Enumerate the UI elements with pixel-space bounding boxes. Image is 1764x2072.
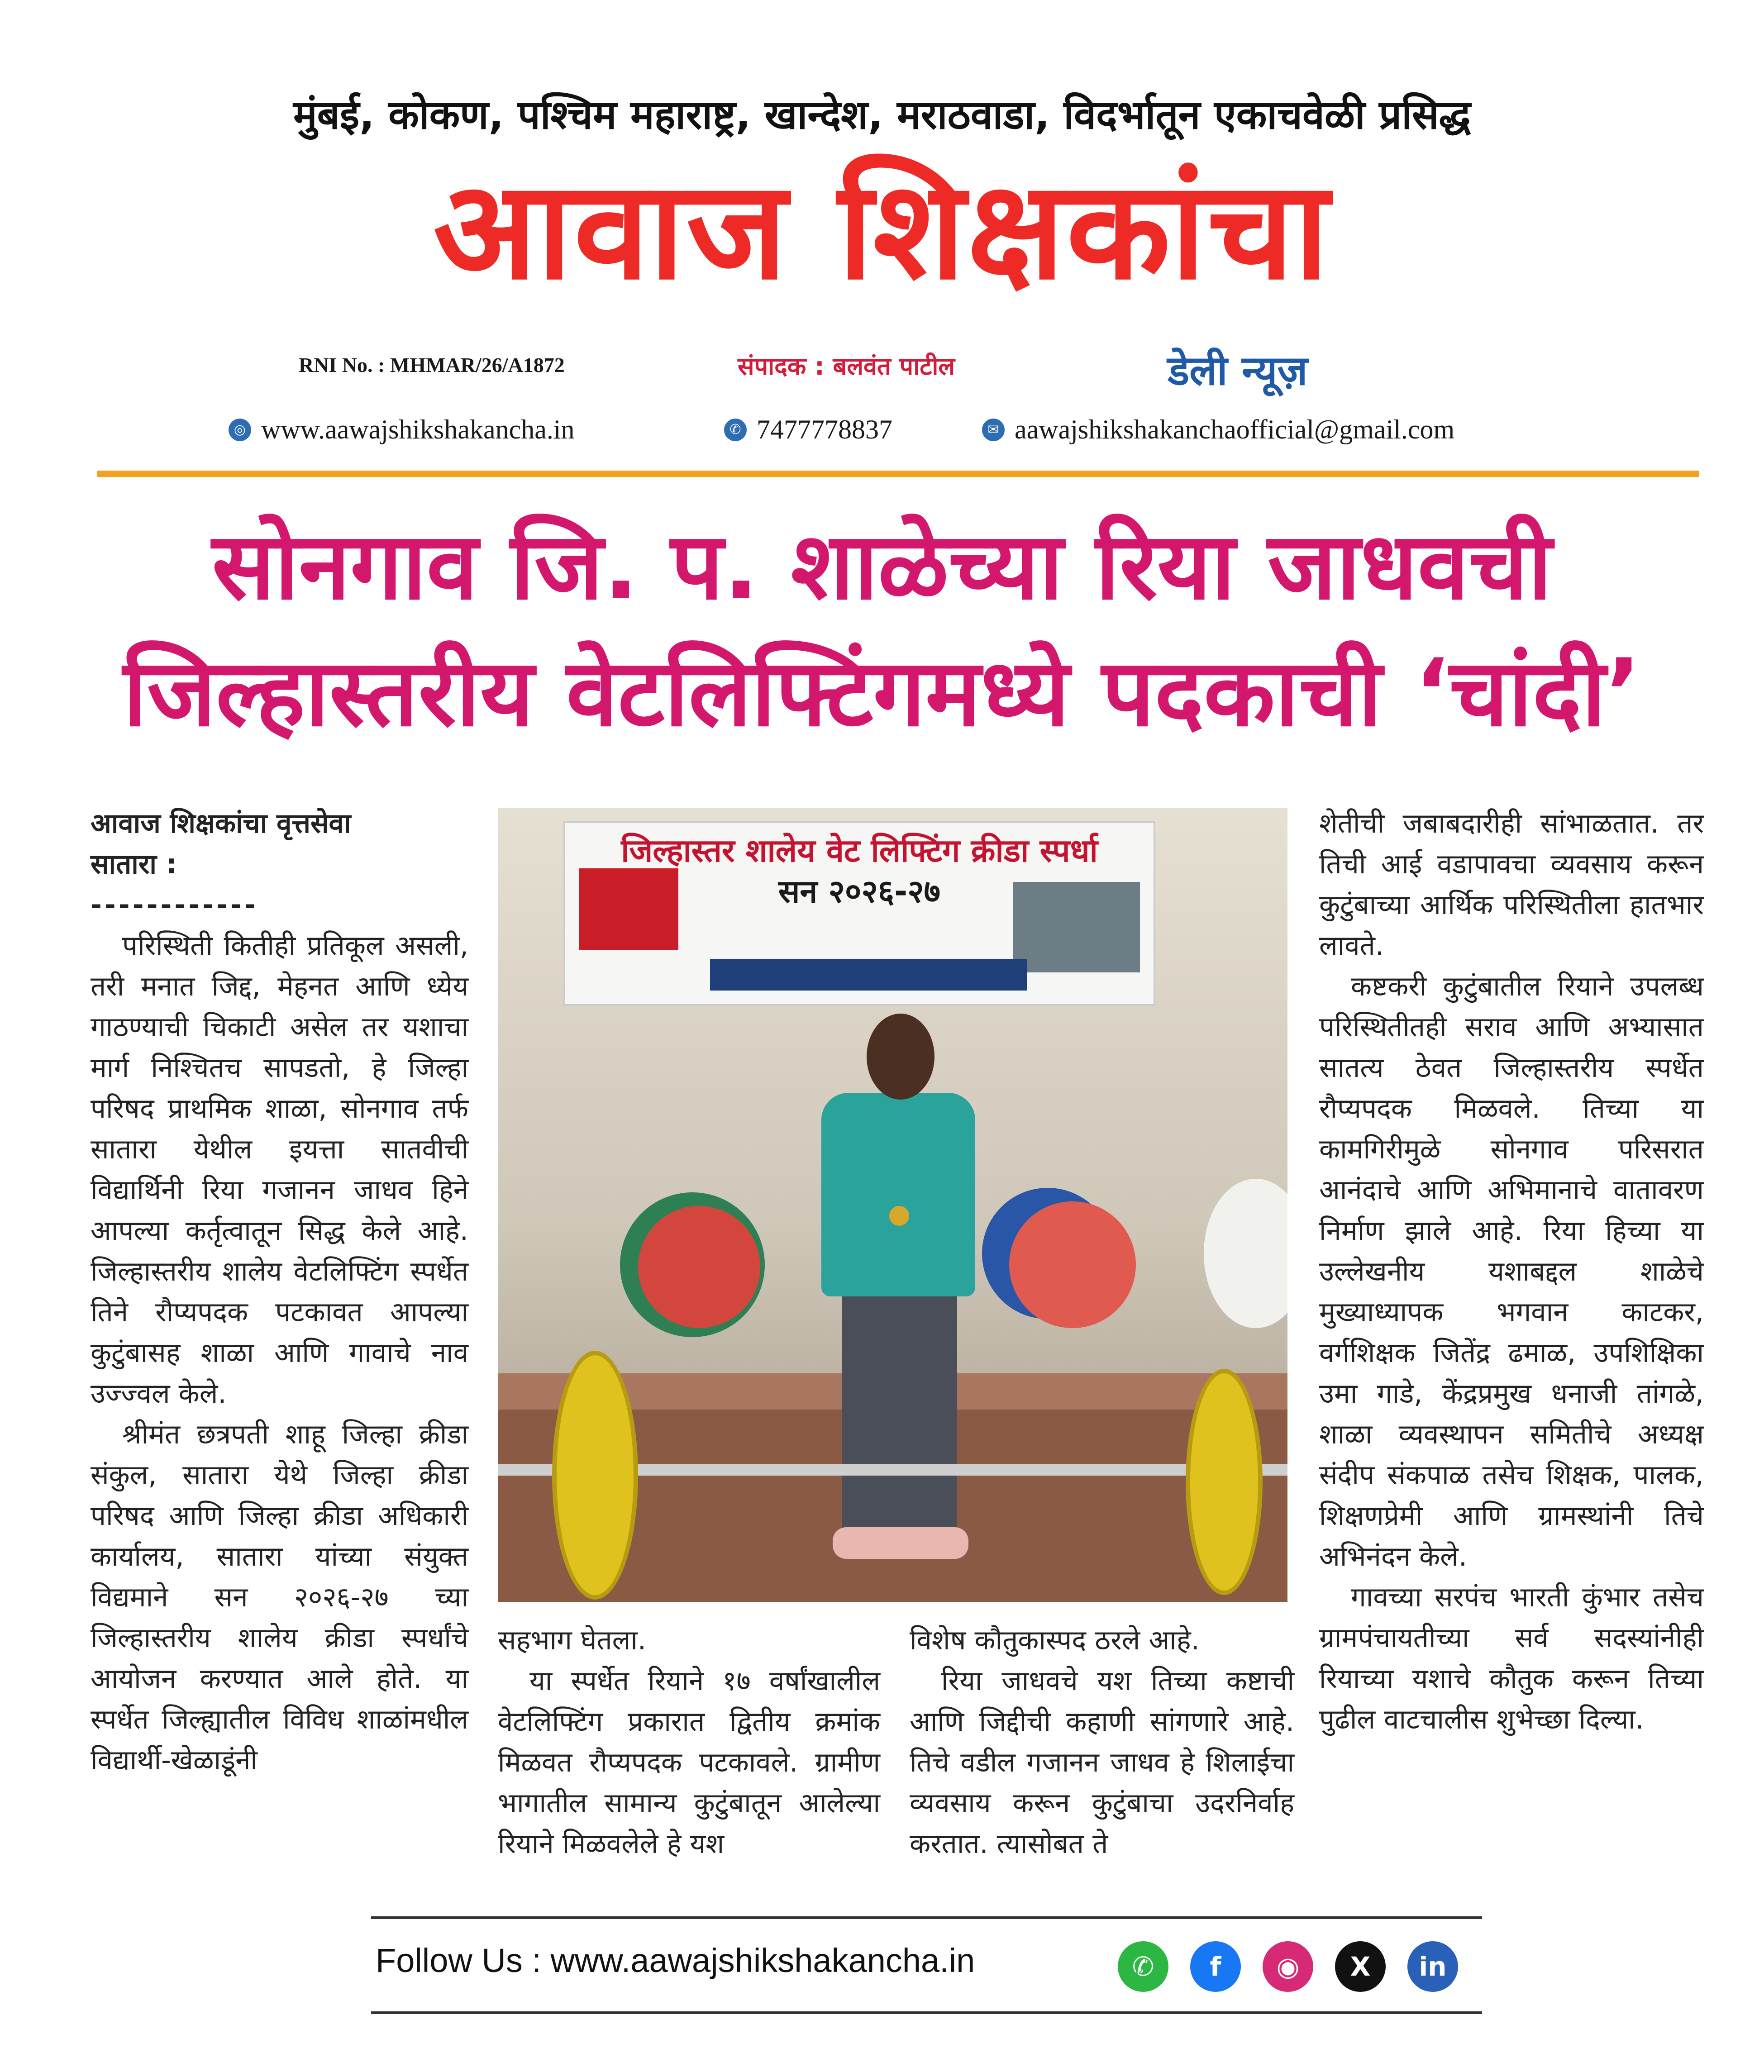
article-column-4 <box>1319 803 1704 1740</box>
article-column-1 <box>91 803 468 1781</box>
email-text[interactable]: aawajshikshakanchaofficial@gmail.com <box>1015 414 1455 444</box>
x-icon[interactable]: X <box>1335 1941 1386 1992</box>
contact-website[interactable] <box>229 414 575 445</box>
phone-icon: ✆ <box>724 419 747 441</box>
website-text[interactable]: www.aawajshikshakancha.in <box>261 414 575 444</box>
athlete-head <box>867 1014 934 1100</box>
contact-phone[interactable] <box>724 414 892 445</box>
athlete-shirt <box>821 1093 975 1296</box>
follow-us-text[interactable]: Follow Us : www.aawajshikshakancha.in <box>376 1942 975 1979</box>
paragraph: कष्टकरी कुटुंबातील रियाने उपलब्ध परिस्थितीतही सराव आणि अभ्यासात सातत्य ठेवत जिल्हास्तरीय स्पर्धेत रौप्यपदक मिळवले. तिच्या या कामगिरीमुळे सोनगाव परिसरात आनंदाचे आणि अभिमानाचे वातावरण निर्माण झाले आहे. रिया हिच्या या उल्लेखनीय यशाबद्दल शाळेचे मुख्याध्यापक भगवान काटकर, वर्गशिक्षक जितेंद्र ढमाळ, उपशिक्षिका उमा गाडे, केंद्रप्रमुख धनाजी तांगळे, शाळा व्यवस्थापन समितीचे अध्यक्ष संदीप संकपाळ तसेच शिक्षक, पालक, शिक्षणप्रेमी आणि ग्रामस्थांनी तिचे अभिनंदन केले. <box>1319 971 1704 1572</box>
masthead-title: आवाज शिक्षकांचा <box>433 152 1331 310</box>
barbell-plate-right <box>1186 1369 1263 1595</box>
byline-place: सातारा : <box>91 848 177 880</box>
header-divider <box>97 471 1699 477</box>
article-column-3 <box>910 1620 1294 1864</box>
article-column-2 <box>498 1620 880 1864</box>
paragraph: गावच्या सरपंच भारती कुंभार तसेच ग्रामपंचायतीच्या सर्व सदस्यांनीही रियाच्या यशाचे कौतुक करून तिच्या पुढील वाटचालीस शुभेच्छा दिल्या. <box>1319 1581 1704 1735</box>
linkedin-icon[interactable]: in <box>1407 1941 1458 1992</box>
paragraph: शेतीची जबाबदारीही सांभाळतात. तर तिची आई वडापावचा व्यवसाय करून कुटुंबाच्या आर्थिक परिस्थितीला हातभार लावते. <box>1319 808 1704 962</box>
mail-icon: ✉ <box>982 419 1005 441</box>
banner-strip <box>710 959 1027 991</box>
paragraph: या स्पर्धेत रियाने १७ वर्षांखालील वेटलिफ्टिंग प्रकारात द्वितीय क्रमांक मिळवत रौप्यपदक पटकावले. ग्रामीण भागातील सामान्य कुटुंबातून आलेल्या रियाने मिळवलेले हे यश <box>498 1665 880 1860</box>
paragraph: रिया जाधवचे यश तिच्या कष्टाची आणि जिद्दीची कहाणी सांगणारे आहे. तिचे वडील गजानन जाधव हे शिलाईचा व्यवसाय करून कुटुंबाचा उदरनिर्वाह करतात. त्यासोबत ते <box>910 1665 1294 1860</box>
phone-text[interactable]: 7477778837 <box>757 414 892 444</box>
footer-divider-top <box>371 1916 1482 1919</box>
headline-line-2: जिल्हास्तरीय वेटलिफ्टिंगमध्ये पदकाची ‘चांदी’ <box>123 639 1641 747</box>
paragraph: परिस्थिती कितीही प्रतिकूल असली, तरी मनात जिद्द, मेहनत आणि ध्येय गाठण्याची चिकाटी असेल तर यशाचा मार्ग निश्चितच सापडतो, हे जिल्हा परिषद प्राथमिक शाळा, सोनगाव तर्फ सातारा येथील इयत्ता सातवीची विद्यार्थिनी रिया गजानन जाधव हिने आपल्या कर्तृत्वातून सिद्ध केले आहे. जिल्हास्तरीय शालेय वेटलिफ्टिंग स्पर्धेत तिने रौप्यपदक पटकावत आपल्या कुटुंबासह शाळा आणि गावाचे नाव उज्ज्वल केले. <box>91 930 468 1410</box>
instagram-icon[interactable]: ◉ <box>1263 1941 1313 1992</box>
globe-icon: ◎ <box>229 419 251 441</box>
athlete-pants <box>842 1287 957 1536</box>
article-photo <box>498 808 1287 1602</box>
paragraph: सहभाग घेतला. <box>498 1624 646 1656</box>
banner-year: सन २०२६-२७ <box>778 873 940 910</box>
athlete-shoes <box>833 1527 968 1559</box>
footer-divider-bottom <box>371 2011 1482 2014</box>
daily-news-label: डेली न्यूज़ <box>1168 347 1308 395</box>
whatsapp-icon[interactable]: ✆ <box>1118 1941 1168 1992</box>
weight-plate <box>638 1206 760 1328</box>
byline-agency: आवाज शिक्षकांचा वृत्तसेवा <box>91 808 351 839</box>
barbell-plate-left <box>552 1351 638 1600</box>
editor-name: संपादक : बलवंत पाटील <box>738 352 955 381</box>
weight-plate <box>1009 1201 1136 1328</box>
facebook-icon[interactable]: f <box>1190 1941 1241 1992</box>
medal-icon <box>889 1206 909 1226</box>
headline-line-1: सोनगाव जि. प. शाळेच्या रिया जाधवची <box>212 513 1552 620</box>
photo-banner <box>563 821 1155 1006</box>
paragraph: श्रीमंत छत्रपती शाहू जिल्हा क्रीडा संकुल, सातारा येथे जिल्हा क्रीडा परिषद आणि जिल्हा क्रीडा अधिकारी कार्यालय, सातारा यांच्या संयुक्त विद्यमाने सन २०२६-२७ च्या जिल्हास्तरीय शालेय क्रीडा स्पर्धांचे आयोजन करण्यात आले होते. या स्पर्धेत जिल्ह्यातील विविध शाळांमधील विद्यार्थी-खेळाडूंनी <box>91 1419 468 1776</box>
paragraph: विशेष कौतुकास्पद ठरले आहे. <box>910 1624 1200 1656</box>
banner-title: जिल्हास्तर शालेय वेट लिफ्टिंग क्रीडा स्पर्धा <box>621 832 1098 869</box>
byline-separator: ------------ <box>91 889 258 921</box>
rni-number: RNI No. : MHMAR/26/A1872 <box>299 353 565 376</box>
tagline: मुंबई, कोकण, पश्चिम महाराष्ट्र, खान्देश, मराठवाडा, विदर्भातून एकाचवेळी प्रसिद्ध <box>293 91 1471 138</box>
contact-email[interactable] <box>982 414 1454 445</box>
